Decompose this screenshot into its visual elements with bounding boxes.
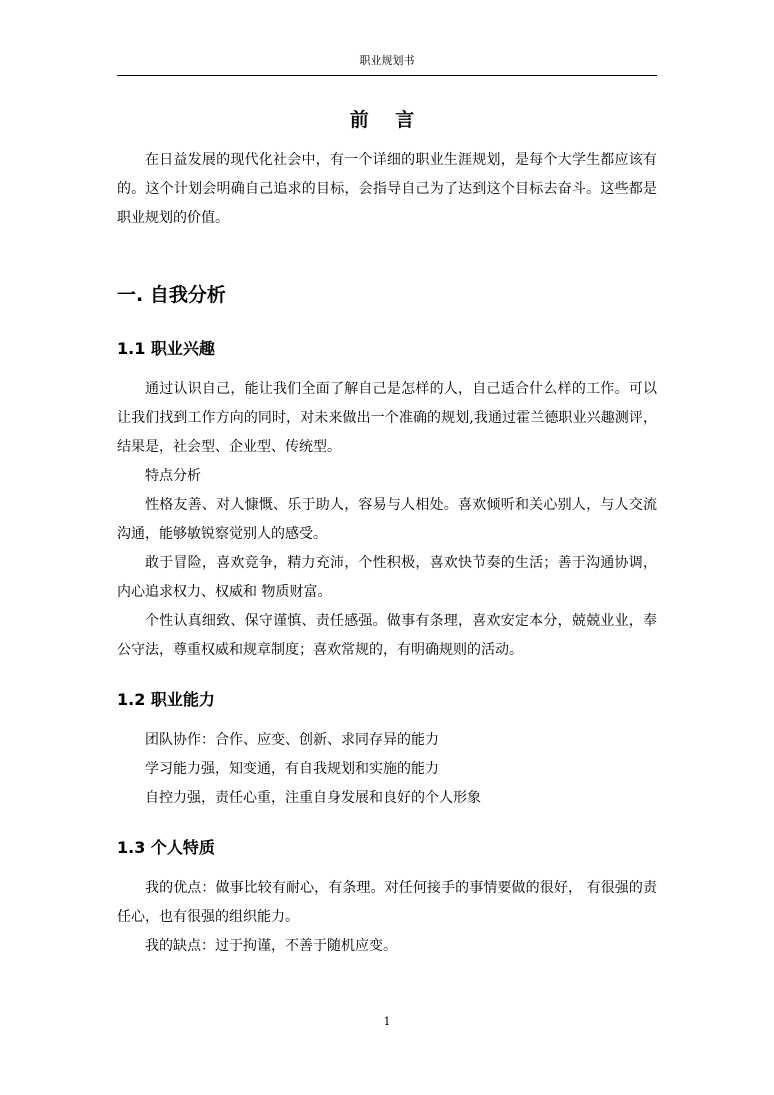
interest-paragraph: 通过认识自己，能让我们全面了解自己是怎样的人，自己适合什么样的工作。可以让我们找到工作方向的同时，对未来做出一个准确的规划,我通过霍兰德职业兴趣测评，结果是，社会型、企业型、传统型。 [117,381,657,455]
interest-paragraph: 性格友善、对人慷慨、乐于助人，容易与人相处。喜欢倾听和关心别人，与人交流沟通，能够敏锐察觉别人的感受。 [117,497,657,542]
header-rule [117,75,657,76]
page-number: 1 [383,1015,391,1028]
traits-paragraph: 我的缺点：过于拘谨，不善于随机应变。 [145,938,397,954]
page-content [117,98,657,961]
ability-paragraph: 自控力强，责任心重，注重自身发展和良好的个人形象 [145,790,481,806]
section-heading-self-analysis: 一. 自我分析 [117,284,226,306]
preface-title: 前 言 [349,109,425,131]
subsection-heading-interest: 1.1 职业兴趣 [117,339,215,358]
subsection-heading-ability: 1.2 职业能力 [117,690,215,709]
ability-paragraph: 学习能力强，知变通，有自我规划和实施的能力 [145,761,439,777]
page-header: 职业规划书 [359,54,415,67]
preface-paragraph: 在日益发展的现代化社会中，有一个详细的职业生涯规划，是每个大学生都应该有的。这个计划会明确自己追求的目标，会指导自己为了达到这个目标去奋斗。这些都是职业规划的价值。 [117,152,657,226]
interest-paragraph: 敢于冒险，喜欢竞争，精力充沛，个性积极，喜欢快节奏的生活；善于沟通协调，内心追求权力、权威和 物质财富。 [117,555,657,600]
ability-paragraph: 团队协作：合作、应变、创新、求同存异的能力 [145,732,439,748]
interest-paragraph: 个性认真细致、保守谨慎、责任感强。做事有条理，喜欢安定本分，兢兢业业，奉公守法，尊重权威和规章制度；喜欢常规的，有明确规则的活动。 [117,613,657,658]
interest-paragraph: 特点分析 [145,468,201,484]
subsection-heading-traits: 1.3 个人特质 [117,838,215,857]
traits-paragraph: 我的优点：做事比较有耐心，有条理。对任何接手的事情要做的很好， 有很强的责任心，也有很强的组织能力。 [117,880,657,925]
